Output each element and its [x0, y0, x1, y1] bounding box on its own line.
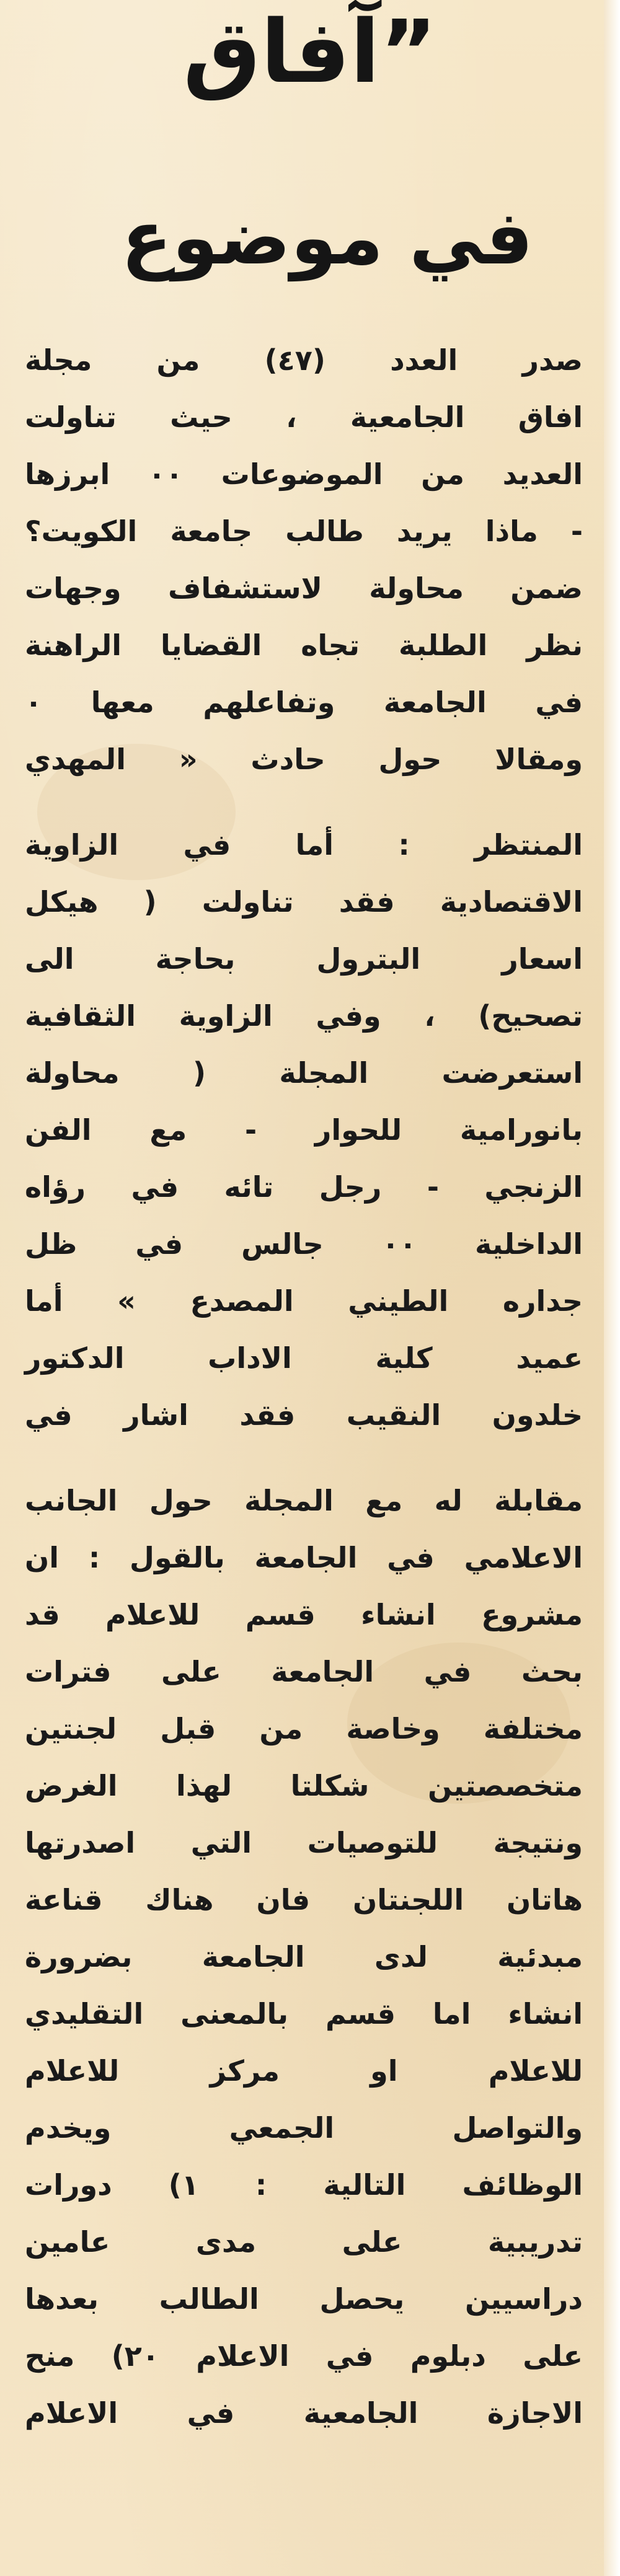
text-line: تدريبية على مدى عامين [25, 2225, 583, 2259]
article-headline: في موضوع [121, 195, 533, 281]
text-line: تصحيح) ، وفي الزاوية الثقافية [25, 999, 583, 1033]
paragraph-2 [25, 816, 583, 1444]
masthead-title: ”آفاق [183, 2, 437, 103]
text-line: مبدئية لدى الجامعة بضرورة [25, 1940, 583, 1974]
text-line: افاق الجامعية ، حيث تناولت [25, 400, 583, 434]
text-line: والتواصل الجمعي ويخدم [25, 2111, 583, 2145]
text-line: المنتظر : أما في الزاوية [25, 828, 583, 862]
text-line: مقابلة له مع المجلة حول الجانب [25, 1484, 583, 1517]
text-line: الاعلامي في الجامعة بالقول : ان [25, 1541, 583, 1574]
text-line: على دبلوم في الاعلام ٢٠) منح [25, 2339, 583, 2373]
text-line: الوظائف التالية : ١) دورات [25, 2168, 583, 2202]
text-line: ومقالا حول حادث « المهدي [25, 743, 583, 776]
paragraph-gap [25, 1444, 583, 1472]
text-line: الاجازة الجامعية في الاعلام [25, 2396, 583, 2430]
text-line: للاعلام او مركز للاعلام [25, 2054, 583, 2088]
text-line: مشروع انشاء قسم للاعلام قد [25, 1598, 583, 1631]
text-line: بانورامية للحوار - مع الفن [25, 1113, 583, 1147]
text-line: العديد من الموضوعات ٠٠ ابرزها [25, 457, 583, 491]
text-line: الزنجي - رجل تائه في رؤاه [25, 1170, 583, 1204]
text-line: في الجامعة وتفاعلهم معها ٠ [25, 686, 583, 719]
text-line: مختلفة وخاصة من قبل لجنتين [25, 1712, 583, 1745]
text-line: ضمن محاولة لاستشفاف وجهات [25, 571, 583, 605]
paper-edge [604, 0, 620, 2576]
text-line: متخصصتين شكلتا لهذا الغرض [25, 1769, 583, 1802]
paragraph-3 [25, 1472, 583, 2441]
paragraph-gap [25, 788, 583, 816]
text-line: خلدون النقيب فقد اشار في [25, 1398, 583, 1432]
text-line: عميد كلية الاداب الدكتور [25, 1341, 583, 1375]
text-line: انشاء اما قسم بالمعنى التقليدي [25, 1997, 583, 2031]
text-line: الداخلية ٠٠ جالس في ظل [25, 1227, 583, 1261]
text-line: نظر الطلبة تجاه القضايا الراهنة [25, 629, 583, 662]
paragraph-1 [25, 332, 583, 788]
text-line: الاقتصادية فقد تناولت ( هيكل [25, 885, 583, 919]
text-line: استعرضت المجلة ( محاولة [25, 1056, 583, 1090]
text-line: اسعار البترول بحاجة الى [25, 942, 583, 976]
text-line: ونتيجة للتوصيات التي اصدرتها [25, 1826, 583, 1859]
text-line: صدر العدد (٤٧) من مجلة [25, 343, 583, 377]
text-line: - ماذا يريد طالب جامعة الكويت؟ [25, 514, 583, 548]
text-line: بحث في الجامعة على فترات [25, 1655, 583, 1688]
text-line: دراسيين يحصل الطالب بعدها [25, 2282, 583, 2316]
text-line: هاتان اللجنتان فان هناك قناعة [25, 1883, 583, 1917]
text-line: جداره الطيني المصدع » أما [25, 1284, 583, 1318]
article-body [25, 332, 583, 2563]
